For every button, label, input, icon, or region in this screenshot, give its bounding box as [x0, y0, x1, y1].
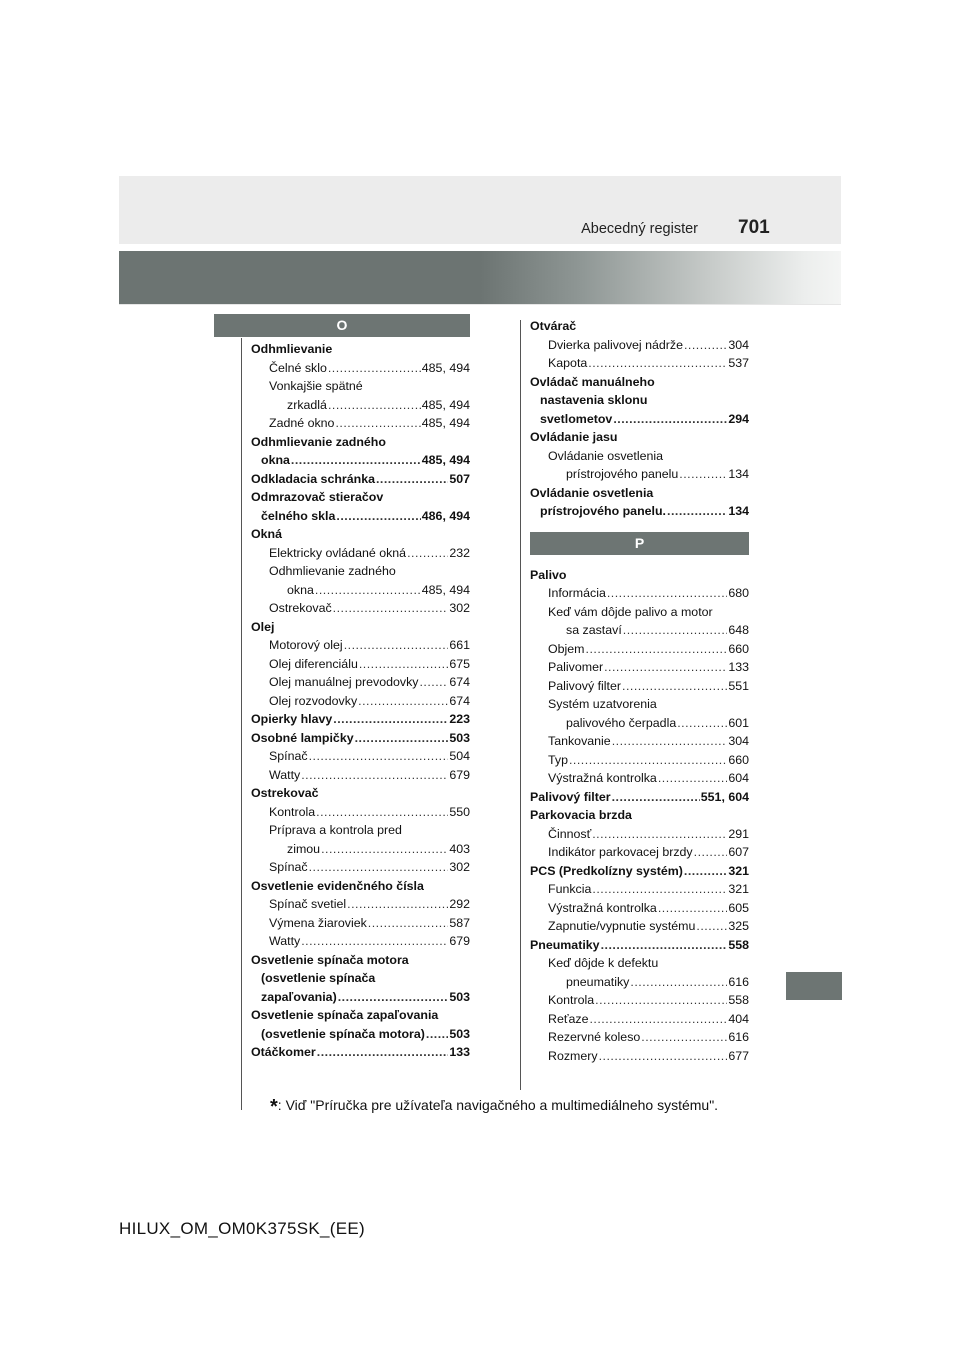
- entry-term: palivového čerpadla: [566, 715, 677, 730]
- dot-leader: [696, 917, 727, 936]
- index-heading: Odhmlievanie: [251, 342, 333, 356]
- dot-leader: [569, 751, 727, 770]
- index-entry: [251, 1025, 470, 1044]
- entry-page-ref: 404: [728, 1011, 749, 1026]
- index-subentry-text: Ovládanie osvetlenia: [548, 448, 664, 463]
- index-entry: [530, 502, 749, 521]
- index-entry: [251, 692, 470, 711]
- index-entry: [251, 673, 470, 692]
- dot-leader: [679, 465, 727, 484]
- entry-page-ref: 679: [449, 934, 470, 948]
- header-bar: [119, 176, 841, 244]
- index-entry: [530, 677, 749, 696]
- dot-leader: [586, 640, 728, 659]
- dot-leader: [595, 991, 727, 1010]
- entry-page-ref: 325: [728, 919, 749, 933]
- dot-leader: [358, 692, 448, 711]
- entry-term: prístrojového panelu.: [540, 504, 666, 518]
- entry-page-ref: 679: [449, 767, 470, 782]
- entry-page-ref: 660: [728, 752, 749, 767]
- index-heading: (osvetlenie spínača: [261, 971, 376, 985]
- index-entry: [251, 729, 470, 748]
- entry-page-ref: 503: [449, 989, 470, 1004]
- footnote-text: : Viď "Príručka pre užívateľa navigačného a multimediálneho systému".: [277, 1097, 719, 1113]
- entry-page-ref: 403: [449, 841, 470, 856]
- entry-page-ref: 485, 494: [421, 453, 470, 467]
- dot-leader: [612, 788, 700, 807]
- dot-leader: [376, 470, 448, 489]
- dot-leader: [355, 729, 449, 748]
- dot-leader: [407, 544, 448, 563]
- dot-leader: [589, 1010, 727, 1029]
- index-heading: Osvetlenie spínača zapaľovania: [251, 1008, 439, 1022]
- entry-page-ref: 485, 494: [421, 416, 470, 430]
- entry-page-ref: 504: [449, 749, 470, 763]
- index-entry: [530, 732, 749, 751]
- index-subentry-text: Vonkajšie spätné: [269, 379, 363, 393]
- index-entry: [251, 396, 470, 415]
- entry-page-ref: 485, 494: [421, 397, 470, 412]
- index-heading: nastavenia sklonu: [540, 393, 648, 407]
- index-subentry-text: Systém uzatvorenia: [548, 697, 657, 711]
- entry-page-ref: 302: [449, 860, 470, 874]
- entry-term: Spínač svetiel: [269, 897, 347, 911]
- entry-term: prístrojového panelu: [566, 467, 679, 481]
- entry-term: Činnosť: [548, 826, 592, 841]
- entry-page-ref: 677: [728, 1048, 749, 1063]
- entry-page-ref: 604: [728, 771, 749, 785]
- index-subentry-text: Príprava a kontrola pred: [269, 823, 402, 837]
- dot-leader: [599, 1047, 728, 1066]
- index-heading: Olej: [251, 619, 275, 634]
- index-entry: [530, 640, 749, 659]
- letter-header-p: P: [530, 532, 749, 555]
- entry-term: Typ: [548, 752, 568, 767]
- index-entry: [530, 465, 749, 484]
- dot-leader: [338, 988, 449, 1007]
- index-heading: Ovládanie osvetlenia: [530, 485, 654, 500]
- entry-page-ref: 133: [449, 1045, 470, 1059]
- entry-term: Opierky hlavy: [251, 712, 333, 726]
- entry-page-ref: 503: [449, 1026, 470, 1041]
- index-heading: Ovládanie jasu: [530, 430, 618, 444]
- entry-term: Olej diferenciálu: [269, 656, 358, 671]
- entry-term: Rozmery: [548, 1048, 598, 1063]
- index-entry: [530, 354, 749, 373]
- entry-term: Palivomer: [548, 660, 604, 674]
- entry-page-ref: 607: [728, 845, 749, 859]
- index-entry: [530, 991, 749, 1010]
- index-heading: Odhmlievanie zadného: [251, 434, 386, 449]
- document-id: HILUX_OM_OM0K375SK_(EE): [119, 1219, 365, 1238]
- index-subentry-text: Keď dôjde k defektu: [548, 956, 659, 970]
- entry-term: okna: [261, 453, 290, 467]
- entry-term: Indikátor parkovacej brzdy: [548, 845, 693, 859]
- index-entry: [251, 710, 470, 729]
- page-number: 701: [738, 217, 770, 238]
- index-column-left: [251, 314, 470, 1062]
- index-entry: [251, 507, 470, 526]
- dot-leader: [426, 1025, 448, 1044]
- index-entry: [251, 636, 470, 655]
- entry-term: Zadné okno: [269, 416, 335, 430]
- index-entry: [530, 1010, 749, 1029]
- index-entry: [530, 658, 749, 677]
- index-entries-o-continued: [530, 317, 749, 521]
- entry-page-ref: 648: [728, 623, 749, 637]
- dot-leader: [333, 710, 448, 729]
- index-heading: Osvetlenie evidenčného čísla: [251, 878, 424, 893]
- index-entry: [251, 840, 470, 859]
- index-entry: [530, 1047, 749, 1066]
- entry-page-ref: 674: [449, 693, 470, 708]
- entry-page-ref: 587: [449, 915, 470, 930]
- dot-leader: [658, 769, 728, 788]
- entry-term: svetlometov: [540, 411, 613, 426]
- entry-term: okna: [287, 582, 314, 597]
- index-entries-o: [251, 340, 470, 1062]
- dot-leader: [344, 636, 449, 655]
- entry-page-ref: 223: [449, 712, 470, 726]
- dot-leader: [684, 336, 727, 355]
- index-entry: [251, 470, 470, 489]
- footnote: [270, 1096, 718, 1119]
- entry-page-ref: 134: [728, 504, 749, 518]
- entry-page-ref: 232: [449, 545, 470, 560]
- entry-page-ref: 558: [728, 993, 749, 1007]
- dot-leader: [328, 396, 421, 415]
- dot-leader: [328, 359, 421, 378]
- entry-page-ref: 550: [449, 804, 470, 819]
- entry-term: zimou: [287, 841, 321, 856]
- entry-term: Pneumatiky: [530, 937, 600, 952]
- entry-page-ref: 616: [728, 974, 749, 989]
- entry-page-ref: 551, 604: [700, 789, 749, 804]
- index-heading: Otvárač: [530, 319, 577, 333]
- entry-term: Watty: [269, 934, 301, 948]
- index-entry: [251, 544, 470, 563]
- entry-term: Kontrola: [269, 804, 316, 819]
- entry-page-ref: 291: [728, 826, 749, 841]
- index-entry: [530, 751, 749, 770]
- entry-term: Otáčkomer: [251, 1045, 316, 1059]
- entry-term: Reťaze: [548, 1011, 589, 1026]
- dot-leader: [315, 581, 421, 600]
- entry-page-ref: 321: [728, 882, 749, 896]
- dot-leader: [601, 936, 728, 955]
- entry-page-ref: 601: [728, 715, 749, 730]
- index-entry: [251, 599, 470, 618]
- entry-term: sa zastaví: [566, 623, 622, 637]
- index-entry: [251, 655, 470, 674]
- index-entry: [251, 1043, 470, 1062]
- dot-leader: [667, 502, 727, 521]
- dot-leader: [592, 880, 727, 899]
- entry-page-ref: 294: [728, 411, 749, 426]
- entry-page-ref: 680: [728, 586, 749, 600]
- chapter-thumb-tab: [786, 972, 842, 1000]
- entry-page-ref: 134: [728, 467, 749, 481]
- index-entry: [530, 336, 749, 355]
- header-gradient-band: [119, 251, 841, 304]
- dot-leader: [335, 414, 420, 433]
- entry-term: Čelné sklo: [269, 360, 327, 375]
- index-entry: [530, 410, 749, 429]
- middle-column-rule: [520, 320, 521, 1090]
- entry-page-ref: 675: [449, 656, 470, 671]
- dot-leader: [317, 1043, 449, 1062]
- dot-leader: [321, 840, 448, 859]
- entry-page-ref: 304: [728, 337, 749, 352]
- dot-leader: [588, 354, 727, 373]
- dot-leader: [309, 858, 449, 877]
- entry-page-ref: 507: [449, 471, 470, 486]
- index-entry: [251, 451, 470, 470]
- index-entry: [251, 932, 470, 951]
- dot-leader: [336, 507, 420, 526]
- entry-term: Spínač: [269, 860, 308, 874]
- entry-term: Zapnutie/vypnutie systému: [548, 919, 696, 933]
- entry-page-ref: 558: [728, 937, 749, 952]
- index-entry: [251, 359, 470, 378]
- entry-term: Kontrola: [548, 993, 595, 1007]
- entry-page-ref: 485, 494: [421, 582, 470, 597]
- entry-term: Informácia: [548, 586, 606, 600]
- dot-leader: [622, 677, 727, 696]
- entry-term: zapaľovania): [261, 989, 337, 1004]
- entry-page-ref: 133: [728, 660, 749, 674]
- entry-term: Elektricky ovládané okná: [269, 545, 407, 560]
- dot-leader: [623, 621, 728, 640]
- dot-leader: [694, 843, 728, 862]
- index-entry: [530, 843, 749, 862]
- entry-term: Rezervné koleso: [548, 1030, 641, 1044]
- entry-page-ref: 321: [728, 863, 749, 878]
- dot-leader: [658, 899, 728, 918]
- entry-term: Ostrekovač: [269, 601, 332, 615]
- entry-term: Olej manuálnej prevodovky: [269, 675, 419, 689]
- entry-page-ref: 660: [728, 641, 749, 656]
- left-column-rule: [241, 338, 242, 1110]
- dot-leader: [309, 747, 449, 766]
- index-entry: [251, 858, 470, 877]
- entry-term: PCS (Predkolízny systém): [530, 863, 683, 878]
- index-entry: [530, 788, 749, 807]
- index-heading: Ovládač manuálneho: [530, 374, 655, 389]
- entry-term: Odkladacia schránka: [251, 471, 375, 486]
- index-heading: Parkovacia brzda: [530, 808, 632, 822]
- index-entry: [251, 766, 470, 785]
- index-entry: [251, 581, 470, 600]
- index-entry: [251, 747, 470, 766]
- entry-term: Výmena žiaroviek: [269, 915, 367, 930]
- index-heading: Osvetlenie spínača motora: [251, 952, 409, 967]
- dot-leader: [630, 973, 727, 992]
- index-heading: Ostrekovač: [251, 786, 319, 800]
- entry-page-ref: 674: [449, 675, 470, 689]
- entry-term: čelného skla: [261, 508, 336, 523]
- entry-term: Kapota: [548, 356, 588, 370]
- entry-term: Tankovanie: [548, 734, 611, 748]
- entry-term: Palivový filter: [548, 678, 621, 693]
- index-entry: [251, 988, 470, 1007]
- dot-leader: [641, 1028, 727, 1047]
- entry-page-ref: 292: [449, 897, 470, 911]
- entry-page-ref: 485, 494: [421, 360, 470, 375]
- dot-leader: [604, 658, 727, 677]
- entry-term: Palivový filter: [530, 789, 611, 804]
- entry-page-ref: 551: [728, 678, 749, 693]
- entry-term: Výstražná kontrolka: [548, 900, 657, 915]
- index-entry: [530, 825, 749, 844]
- entry-term: Watty: [269, 767, 301, 782]
- index-entry: [530, 714, 749, 733]
- index-entry: [530, 621, 749, 640]
- section-title: Abecedný register: [581, 221, 698, 237]
- entry-term: Spínač: [269, 749, 308, 763]
- entry-page-ref: 537: [728, 356, 749, 370]
- dot-leader: [333, 599, 449, 618]
- entry-page-ref: 503: [449, 730, 470, 745]
- header-divider: [119, 304, 841, 305]
- index-entry: [530, 584, 749, 603]
- entry-term: Funkcia: [548, 882, 592, 896]
- index-entry: [251, 803, 470, 822]
- index-heading: Odmrazovač stieračov: [251, 490, 384, 504]
- letter-header-o: O: [214, 314, 470, 337]
- index-entry: [251, 414, 470, 433]
- entry-term: (osvetlenie spínača motora): [261, 1026, 425, 1041]
- dot-leader: [368, 914, 449, 933]
- dot-leader: [677, 714, 727, 733]
- index-entry: [251, 895, 470, 914]
- index-entry: [530, 973, 749, 992]
- index-heading: Palivo: [530, 567, 567, 582]
- entry-page-ref: 661: [449, 638, 470, 652]
- dot-leader: [291, 451, 421, 470]
- entry-page-ref: 304: [728, 734, 749, 748]
- index-entry: [530, 862, 749, 881]
- dot-leader: [684, 862, 727, 881]
- entry-term: Olej rozvodovky: [269, 693, 358, 708]
- dot-leader: [347, 895, 448, 914]
- index-entries-p: [530, 566, 749, 1066]
- index-entry: [530, 1028, 749, 1047]
- index-heading: Okná: [251, 527, 282, 541]
- index-entry: [530, 917, 749, 936]
- index-subentry-text: Odhmlievanie zadného: [269, 564, 396, 578]
- dot-leader: [612, 732, 728, 751]
- entry-page-ref: 616: [728, 1030, 749, 1044]
- dot-leader: [592, 825, 727, 844]
- entry-term: pneumatiky: [566, 974, 630, 989]
- entry-term: Dvierka palivovej nádrže: [548, 337, 683, 352]
- dot-leader: [301, 766, 448, 785]
- index-entry: [530, 880, 749, 899]
- index-column-right: [530, 317, 749, 1065]
- dot-leader: [301, 932, 448, 951]
- entry-term: Objem: [548, 641, 585, 656]
- dot-leader: [419, 673, 448, 692]
- index-entry: [251, 914, 470, 933]
- entry-term: Motorový olej: [269, 638, 343, 652]
- entry-page-ref: 605: [728, 900, 749, 915]
- dot-leader: [613, 410, 727, 429]
- index-entry: [530, 936, 749, 955]
- dot-leader: [316, 803, 448, 822]
- entry-term: Osobné lampičky: [251, 730, 354, 745]
- dot-leader: [359, 655, 448, 674]
- footnote-asterisk: *: [270, 1096, 278, 1118]
- entry-term: zrkadlá: [287, 397, 327, 412]
- dot-leader: [607, 584, 727, 603]
- entry-page-ref: 486, 494: [421, 508, 470, 523]
- index-subentry-text: Keď vám dôjde palivo a motor: [548, 604, 713, 619]
- index-entry: [530, 899, 749, 918]
- entry-term: Výstražná kontrolka: [548, 771, 657, 785]
- entry-page-ref: 302: [449, 601, 470, 615]
- index-entry: [530, 769, 749, 788]
